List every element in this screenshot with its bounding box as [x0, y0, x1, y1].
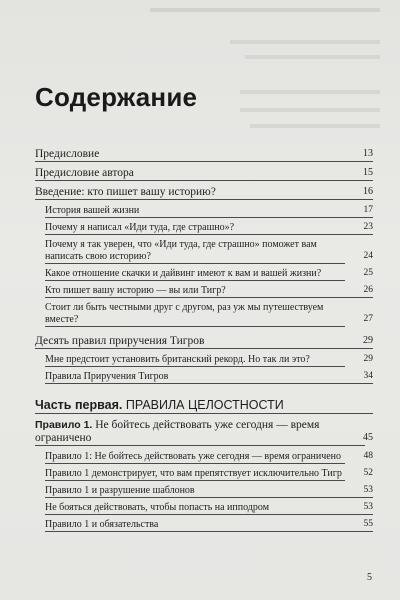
- toc-entry-title: Введение: кто пишет вашу историю?: [35, 186, 216, 198]
- toc-subentry[interactable]: [45, 239, 373, 264]
- toc-entry-page: 52: [363, 468, 373, 478]
- toc-entry-title: Предисловие: [35, 148, 100, 160]
- toc-entry-page: 55: [363, 519, 373, 529]
- toc-subentry[interactable]: [45, 222, 373, 235]
- toc-entry-title: Кто пишет вашу историю — вы или Тигр?: [45, 285, 226, 296]
- toc-entry-title: Правила Приручения Тигров: [45, 371, 169, 382]
- toc-entry-page: 53: [363, 502, 373, 512]
- toc-entry-title: Правило 1 и обязательства: [45, 519, 159, 530]
- toc-subentry[interactable]: [45, 485, 373, 498]
- toc-subentry[interactable]: [45, 354, 373, 367]
- toc-entry-page: 29: [363, 354, 373, 364]
- part-heading[interactable]: [35, 398, 373, 414]
- toc-entry-page: 53: [363, 485, 373, 495]
- toc-entry-title: Какое отношение скачки и дайвинг имеют к вам и вашей жизни?: [45, 268, 322, 279]
- page-number: 5: [367, 572, 372, 583]
- toc-entry-page: 26: [363, 285, 373, 295]
- toc-subentry[interactable]: [45, 302, 373, 327]
- toc-entry-title: Почему я так уверен, что «Иди туда, где страшно» поможет вам написать свою историю?: [45, 239, 317, 262]
- toc-entry-page: 25: [363, 268, 373, 278]
- part-title: ПРАВИЛА ЦЕЛОСТНОСТИ: [125, 398, 284, 412]
- toc-entry-page: 13: [363, 148, 373, 159]
- toc-entry-title: Десять правил приручения Тигров: [35, 335, 205, 347]
- toc-entry-page: 23: [363, 222, 373, 232]
- toc-entry[interactable]: [35, 335, 373, 349]
- toc-entry-title: Стоит ли быть честными друг с другом, раз уж мы путешествуем вместе?: [45, 302, 324, 325]
- rule-label: Правило 1.: [35, 419, 93, 431]
- rule-title: Не бойтесь действовать уже сегодня — время ограничено: [35, 419, 320, 444]
- toc-subentry[interactable]: [45, 451, 373, 464]
- part-label: Часть первая.: [35, 398, 123, 412]
- toc-entry-page: 29: [363, 335, 373, 346]
- toc-entry-page: 45: [363, 432, 373, 443]
- toc-subentry[interactable]: [45, 205, 373, 218]
- toc-subentry[interactable]: [45, 502, 373, 515]
- toc-subentry[interactable]: [45, 468, 373, 481]
- toc-entry-page: 27: [363, 314, 373, 324]
- toc-subentry[interactable]: [45, 519, 373, 532]
- toc-entry-title: Правило 1 и разрушение шаблонов: [45, 485, 195, 496]
- toc-entry-page: 34: [363, 371, 373, 381]
- toc-entry[interactable]: [35, 167, 373, 181]
- toc-entry[interactable]: [35, 148, 373, 162]
- toc-entry-page: 48: [363, 451, 373, 461]
- toc-subentry[interactable]: [45, 285, 373, 298]
- toc-entry-title: Почему я написал «Иди туда, где страшно»?: [45, 222, 235, 233]
- page-title: Содержание: [35, 82, 198, 112]
- toc-entry-title: Не бояться действовать, чтобы попасть на ипподром: [45, 502, 270, 513]
- toc-entry-title: Правило 1: Не бойтесь действовать уже сегодня — время ограничено: [45, 451, 342, 462]
- table-of-contents: [35, 148, 373, 536]
- toc-entry-title: Предисловие автора: [35, 167, 134, 179]
- toc-entry[interactable]: [35, 186, 373, 200]
- toc-entry-page: 15: [363, 167, 373, 178]
- toc-entry-title: Правило 1 демонстрирует, что вам препятствует исключительно Тигр: [45, 468, 342, 479]
- toc-entry-page: 17: [363, 205, 373, 215]
- toc-entry-page: 24: [363, 251, 373, 261]
- toc-subentry[interactable]: [45, 268, 373, 281]
- toc-subentry[interactable]: [45, 371, 373, 384]
- toc-entry-page: 16: [363, 186, 373, 197]
- toc-entry-title: Мне предстоит установить британский рекорд. Но так ли это?: [45, 354, 310, 365]
- toc-rule-entry[interactable]: [35, 419, 373, 446]
- toc-entry-title: История вашей жизни: [45, 205, 140, 216]
